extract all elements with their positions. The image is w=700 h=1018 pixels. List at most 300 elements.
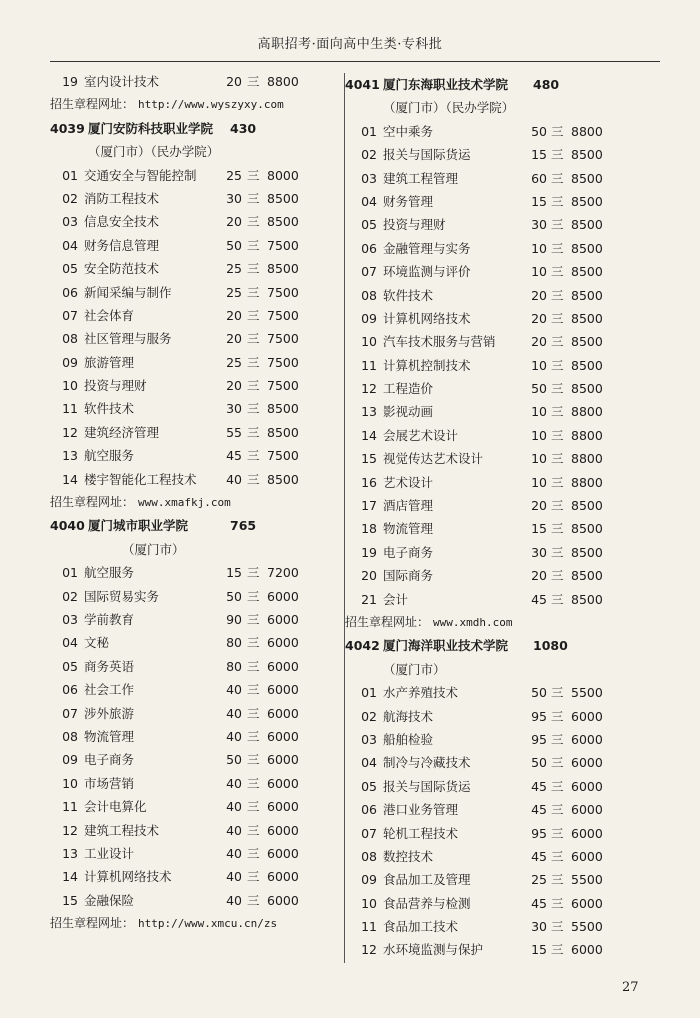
enrollment-count: 20 <box>226 74 242 89</box>
enrollment-count: 25 <box>226 261 242 277</box>
program-years: 三 <box>551 287 564 303</box>
major-name: 投资与理财 <box>84 378 147 394</box>
major-row <box>60 444 345 467</box>
tuition-fee: 7500 <box>267 237 299 253</box>
enrollment-count: 80 <box>226 658 242 674</box>
major-number: 14 <box>361 427 377 443</box>
tuition-fee: 8500 <box>571 193 603 209</box>
major-row <box>60 327 345 350</box>
program-years: 三 <box>247 752 260 768</box>
program-years: 三 <box>247 682 260 698</box>
major-name: 市场营销 <box>84 775 135 791</box>
major-row <box>355 681 615 704</box>
program-years: 三 <box>551 474 564 490</box>
major-name: 会展艺术设计 <box>383 427 459 443</box>
tuition-fee: 8500 <box>267 424 299 440</box>
website-line <box>345 611 615 634</box>
tuition-fee: 5500 <box>571 919 603 935</box>
major-number: 10 <box>62 378 78 394</box>
major-name: 电子商务 <box>84 752 135 768</box>
major-row <box>60 234 345 257</box>
enrollment-count: 20 <box>531 287 547 303</box>
major-name: 艺术设计 <box>383 474 434 490</box>
tuition-fee: 8000 <box>267 167 299 183</box>
major-row <box>60 702 345 725</box>
major-number: 04 <box>361 193 377 209</box>
program-years: 三 <box>247 378 260 394</box>
major-name: 社会工作 <box>84 682 135 698</box>
major-row <box>355 845 615 868</box>
major-number: 15 <box>62 892 78 908</box>
tuition-fee: 8800 <box>571 474 603 490</box>
enrollment-count: 20 <box>226 307 242 323</box>
tuition-fee: 7500 <box>267 284 299 300</box>
school-location: （厦门市）（民办学院） <box>383 100 515 116</box>
school-code: 4040 <box>50 518 85 534</box>
major-name: 水产养殖技术 <box>383 685 459 701</box>
major-row <box>60 257 345 280</box>
major-row <box>60 585 345 608</box>
major-row <box>355 143 615 166</box>
major-number: 01 <box>62 565 78 581</box>
tuition-fee: 6000 <box>267 682 299 698</box>
tuition-fee: 8800 <box>571 123 603 139</box>
major-number: 11 <box>62 401 78 417</box>
major-name: 金融管理与实务 <box>383 240 471 256</box>
major-row <box>355 938 615 961</box>
enrollment-count: 10 <box>531 357 547 373</box>
tuition-fee: 7500 <box>267 448 299 464</box>
major-number: 04 <box>62 237 78 253</box>
tuition-fee: 6000 <box>267 658 299 674</box>
major-row <box>355 705 615 728</box>
major-name: 商务英语 <box>84 658 135 674</box>
tuition-fee: 7500 <box>267 307 299 323</box>
program-years: 三 <box>247 471 260 487</box>
major-number: 19 <box>62 74 78 89</box>
tuition-fee: 8500 <box>571 170 603 186</box>
school-total: 430 <box>230 120 257 136</box>
major-row <box>355 798 615 821</box>
program-years: 三 <box>247 822 260 838</box>
enrollment-count: 30 <box>226 190 242 206</box>
program-years: 三 <box>247 284 260 300</box>
major-number: 09 <box>62 752 78 768</box>
website-url[interactable]: www.xmafkj.com <box>138 496 231 510</box>
major-name: 财务信息管理 <box>84 237 160 253</box>
tuition-fee: 6000 <box>267 728 299 744</box>
program-years: 三 <box>247 401 260 417</box>
tuition-fee: 6000 <box>571 708 603 724</box>
major-number: 01 <box>361 123 377 139</box>
major-number: 09 <box>62 354 78 370</box>
major-number: 05 <box>361 217 377 233</box>
tuition-fee: 6000 <box>267 892 299 908</box>
tuition-fee: 7500 <box>267 354 299 370</box>
program-years: 三 <box>551 942 564 958</box>
major-number: 19 <box>361 544 377 560</box>
major-list-4039 <box>60 164 345 491</box>
program-years: 三 <box>247 167 260 183</box>
website-url[interactable]: http://www.xmcu.cn/zs <box>138 917 278 931</box>
enrollment-count: 80 <box>226 635 242 651</box>
school-location: （厦门市） <box>383 661 446 677</box>
major-name: 环境监测与评价 <box>383 264 471 280</box>
enrollment-count: 55 <box>226 424 242 440</box>
major-row <box>355 377 615 400</box>
major-number: 06 <box>62 284 78 300</box>
major-row <box>60 725 345 748</box>
major-name: 软件技术 <box>84 401 135 417</box>
website-label: 招生章程网址： <box>345 614 430 629</box>
tuition-fee: 6000 <box>267 705 299 721</box>
school-code: 4039 <box>50 120 85 136</box>
tuition-fee: 7500 <box>267 378 299 394</box>
enrollment-count: 20 <box>531 334 547 350</box>
website-line <box>50 491 345 514</box>
major-number: 09 <box>361 872 377 888</box>
major-number: 05 <box>361 778 377 794</box>
enrollment-count: 10 <box>531 240 547 256</box>
major-name: 建筑经济管理 <box>84 424 160 440</box>
major-row <box>355 237 615 260</box>
program-years: 三 <box>551 521 564 537</box>
major-name: 学前教育 <box>84 611 135 627</box>
major-name: 食品营养与检测 <box>383 895 471 911</box>
tuition-fee: 8500 <box>571 357 603 373</box>
major-number: 21 <box>361 591 377 607</box>
enrollment-count: 15 <box>531 942 547 958</box>
school-name: 厦门安防科技职业学院 <box>88 120 214 136</box>
major-row <box>60 819 345 842</box>
page-number: 27 <box>622 980 639 995</box>
major-row <box>355 213 615 236</box>
major-row <box>355 915 615 938</box>
enrollment-count: 20 <box>226 378 242 394</box>
major-name: 影视动画 <box>383 404 434 420</box>
major-number: 17 <box>361 498 377 514</box>
major-name: 数控技术 <box>383 848 434 864</box>
major-number: 02 <box>361 147 377 163</box>
tuition-fee: 8500 <box>571 240 603 256</box>
major-number: 11 <box>62 799 78 815</box>
major-name: 水环境监测与保护 <box>383 942 484 958</box>
major-row <box>355 330 615 353</box>
enrollment-count: 45 <box>531 591 547 607</box>
website-label: 招生章程网址： <box>50 916 135 931</box>
school-heading-4040 <box>50 514 345 537</box>
enrollment-count: 50 <box>226 237 242 253</box>
tuition-fee: 7500 <box>267 331 299 347</box>
major-row <box>60 304 345 327</box>
tuition-fee: 8500 <box>571 521 603 537</box>
enrollment-count: 25 <box>226 354 242 370</box>
program-years: 三 <box>551 357 564 373</box>
major-number: 10 <box>361 334 377 350</box>
tuition-fee: 8500 <box>267 401 299 417</box>
major-name: 航海技术 <box>383 708 434 724</box>
major-name: 会计 <box>383 591 409 607</box>
major-number: 07 <box>361 264 377 280</box>
major-row <box>60 631 345 654</box>
major-row <box>355 167 615 190</box>
major-row <box>60 351 345 374</box>
major-name: 计算机控制技术 <box>383 357 471 373</box>
continued-list <box>60 70 345 93</box>
major-name: 室内设计技术 <box>84 74 160 89</box>
tuition-fee: 6000 <box>267 752 299 768</box>
tuition-fee: 8500 <box>267 214 299 230</box>
major-number: 13 <box>62 845 78 861</box>
major-number: 03 <box>62 611 78 627</box>
tuition-fee: 7200 <box>267 565 299 581</box>
major-name: 软件技术 <box>383 287 434 303</box>
enrollment-count: 30 <box>226 401 242 417</box>
program-years: 三 <box>551 848 564 864</box>
tuition-fee: 8500 <box>571 381 603 397</box>
major-name: 物流管理 <box>383 521 434 537</box>
major-number: 14 <box>62 869 78 885</box>
major-name: 社会体育 <box>84 307 135 323</box>
enrollment-count: 30 <box>531 919 547 935</box>
program-years: 三 <box>247 448 260 464</box>
enrollment-count: 10 <box>531 427 547 443</box>
major-name: 报关与国际货运 <box>383 778 471 794</box>
website-label: 招生章程网址： <box>50 495 135 510</box>
major-row <box>355 284 615 307</box>
enrollment-count: 50 <box>531 685 547 701</box>
major-list-4041 <box>355 120 615 611</box>
enrollment-count: 50 <box>531 755 547 771</box>
program-years: 三 <box>247 869 260 885</box>
tuition-fee: 6000 <box>571 848 603 864</box>
enrollment-count: 45 <box>531 895 547 911</box>
tuition-fee: 8500 <box>267 261 299 277</box>
major-row <box>60 795 345 818</box>
enrollment-count: 20 <box>226 331 242 347</box>
program-years: 三 <box>551 334 564 350</box>
website-url[interactable]: http://www.wyszyxy.com <box>138 98 284 112</box>
program-years: 三 <box>551 544 564 560</box>
school-code: 4042 <box>345 638 380 654</box>
major-name: 社区管理与服务 <box>84 331 172 347</box>
major-row <box>60 608 345 631</box>
tuition-fee: 8500 <box>571 568 603 584</box>
enrollment-count: 40 <box>226 728 242 744</box>
enrollment-count: 10 <box>531 451 547 467</box>
enrollment-count: 40 <box>226 471 242 487</box>
tuition-fee: 6000 <box>267 799 299 815</box>
tuition-fee: 6000 <box>571 825 603 841</box>
tuition-fee: 8500 <box>267 190 299 206</box>
tuition-fee: 6000 <box>571 895 603 911</box>
major-number: 11 <box>361 919 377 935</box>
major-row <box>60 187 345 210</box>
major-row <box>355 447 615 470</box>
website-url[interactable]: www.xmdh.com <box>433 615 513 629</box>
major-list-4040 <box>60 561 345 912</box>
major-name: 楼宇智能化工程技术 <box>84 471 197 487</box>
tuition-fee: 6000 <box>267 611 299 627</box>
enrollment-count: 15 <box>531 521 547 537</box>
major-name: 文秘 <box>84 635 110 651</box>
enrollment-count: 30 <box>531 217 547 233</box>
tuition-fee: 6000 <box>571 731 603 747</box>
program-years: 三 <box>247 190 260 206</box>
enrollment-count: 95 <box>531 825 547 841</box>
major-row <box>355 541 615 564</box>
major-row <box>60 421 345 444</box>
major-number: 08 <box>361 287 377 303</box>
major-row <box>60 397 345 420</box>
major-row <box>60 889 345 912</box>
major-number: 07 <box>62 705 78 721</box>
program-years: 三 <box>551 170 564 186</box>
major-number: 01 <box>62 167 78 183</box>
enrollment-count: 10 <box>531 474 547 490</box>
tuition-fee: 8500 <box>571 217 603 233</box>
major-name: 财务管理 <box>383 193 434 209</box>
enrollment-count: 30 <box>531 544 547 560</box>
enrollment-count: 45 <box>531 802 547 818</box>
major-name: 国际商务 <box>383 568 434 584</box>
school-location: （厦门市）（民办学院） <box>88 144 220 160</box>
major-number: 08 <box>62 331 78 347</box>
enrollment-count: 25 <box>531 872 547 888</box>
program-years: 三 <box>551 427 564 443</box>
major-name: 报关与国际货运 <box>383 147 471 163</box>
major-row <box>355 424 615 447</box>
enrollment-count: 60 <box>531 170 547 186</box>
major-name: 建筑工程技术 <box>84 822 160 838</box>
major-name: 食品加工技术 <box>383 919 459 935</box>
major-row <box>355 400 615 423</box>
major-number: 12 <box>361 942 377 958</box>
major-name: 消防工程技术 <box>84 190 160 206</box>
major-number: 07 <box>361 825 377 841</box>
major-number: 12 <box>62 822 78 838</box>
enrollment-count: 20 <box>531 310 547 326</box>
tuition-fee: 8800 <box>571 404 603 420</box>
major-number: 11 <box>361 357 377 373</box>
major-row <box>60 374 345 397</box>
tuition-fee: 8500 <box>571 264 603 280</box>
major-name: 安全防范技术 <box>84 261 160 277</box>
major-row <box>355 120 615 143</box>
major-name: 工程造价 <box>383 381 434 397</box>
major-number: 06 <box>361 802 377 818</box>
major-name: 制冷与冷藏技术 <box>383 755 471 771</box>
website-label: 招生章程网址： <box>50 97 135 112</box>
tuition-fee: 8500 <box>571 310 603 326</box>
program-years: 三 <box>551 568 564 584</box>
tuition-fee: 8500 <box>267 471 299 487</box>
program-years: 三 <box>247 705 260 721</box>
tuition-fee: 8500 <box>571 498 603 514</box>
major-row <box>60 748 345 771</box>
enrollment-count: 45 <box>226 448 242 464</box>
major-name: 旅游管理 <box>84 354 135 370</box>
tuition-fee: 8800 <box>571 451 603 467</box>
major-name: 建筑工程管理 <box>383 170 459 186</box>
major-name: 汽车技术服务与营销 <box>383 334 496 350</box>
header-rule <box>50 61 660 62</box>
enrollment-count: 20 <box>226 214 242 230</box>
tuition-fee: 6000 <box>267 822 299 838</box>
program-years: 三 <box>551 498 564 514</box>
program-years: 三 <box>247 307 260 323</box>
program-years: 三 <box>247 354 260 370</box>
major-name: 空中乘务 <box>383 123 434 139</box>
enrollment-count: 40 <box>226 682 242 698</box>
major-row <box>60 678 345 701</box>
major-number: 14 <box>62 471 78 487</box>
left-column <box>50 70 345 935</box>
major-number: 04 <box>62 635 78 651</box>
program-years: 三 <box>247 331 260 347</box>
tuition-fee: 8500 <box>571 147 603 163</box>
major-row <box>355 892 615 915</box>
major-name: 航空服务 <box>84 448 135 464</box>
enrollment-count: 40 <box>226 822 242 838</box>
program-years: 三 <box>247 237 260 253</box>
major-number: 13 <box>62 448 78 464</box>
tuition-fee: 8500 <box>571 544 603 560</box>
program-years: 三 <box>551 708 564 724</box>
enrollment-count: 25 <box>226 167 242 183</box>
major-number: 12 <box>361 381 377 397</box>
major-name: 交通安全与智能控制 <box>84 167 197 183</box>
tuition-fee: 8500 <box>571 334 603 350</box>
program-years: 三 <box>551 217 564 233</box>
major-name: 金融保险 <box>84 892 135 908</box>
major-name: 新闻采编与制作 <box>84 284 172 300</box>
tuition-fee: 6000 <box>571 942 603 958</box>
major-number: 06 <box>62 682 78 698</box>
major-number: 07 <box>62 307 78 323</box>
enrollment-count: 40 <box>226 799 242 815</box>
program-years: 三 <box>247 424 260 440</box>
school-location: （厦门市） <box>122 541 185 557</box>
major-number: 03 <box>361 731 377 747</box>
major-row <box>355 190 615 213</box>
major-number: 12 <box>62 424 78 440</box>
major-row <box>60 655 345 678</box>
running-header: 高职招考·面向高中生类·专科批 <box>257 37 443 52</box>
enrollment-count: 50 <box>531 381 547 397</box>
major-row <box>355 588 615 611</box>
enrollment-count: 95 <box>531 731 547 747</box>
major-number: 04 <box>361 755 377 771</box>
right-column <box>345 73 615 962</box>
enrollment-count: 40 <box>226 845 242 861</box>
major-row <box>60 70 345 93</box>
major-number: 20 <box>361 568 377 584</box>
major-name: 视觉传达艺术设计 <box>383 451 484 467</box>
website-line <box>50 912 345 935</box>
tuition-fee: 6000 <box>571 755 603 771</box>
program-years: 三 <box>551 872 564 888</box>
tuition-fee: 6000 <box>267 775 299 791</box>
major-row <box>60 281 345 304</box>
major-row <box>355 751 615 774</box>
school-heading-4042 <box>345 634 615 657</box>
major-name: 物流管理 <box>84 728 135 744</box>
program-years: 三 <box>247 214 260 230</box>
program-years: 三 <box>551 685 564 701</box>
major-number: 16 <box>361 474 377 490</box>
program-years: 三 <box>551 123 564 139</box>
